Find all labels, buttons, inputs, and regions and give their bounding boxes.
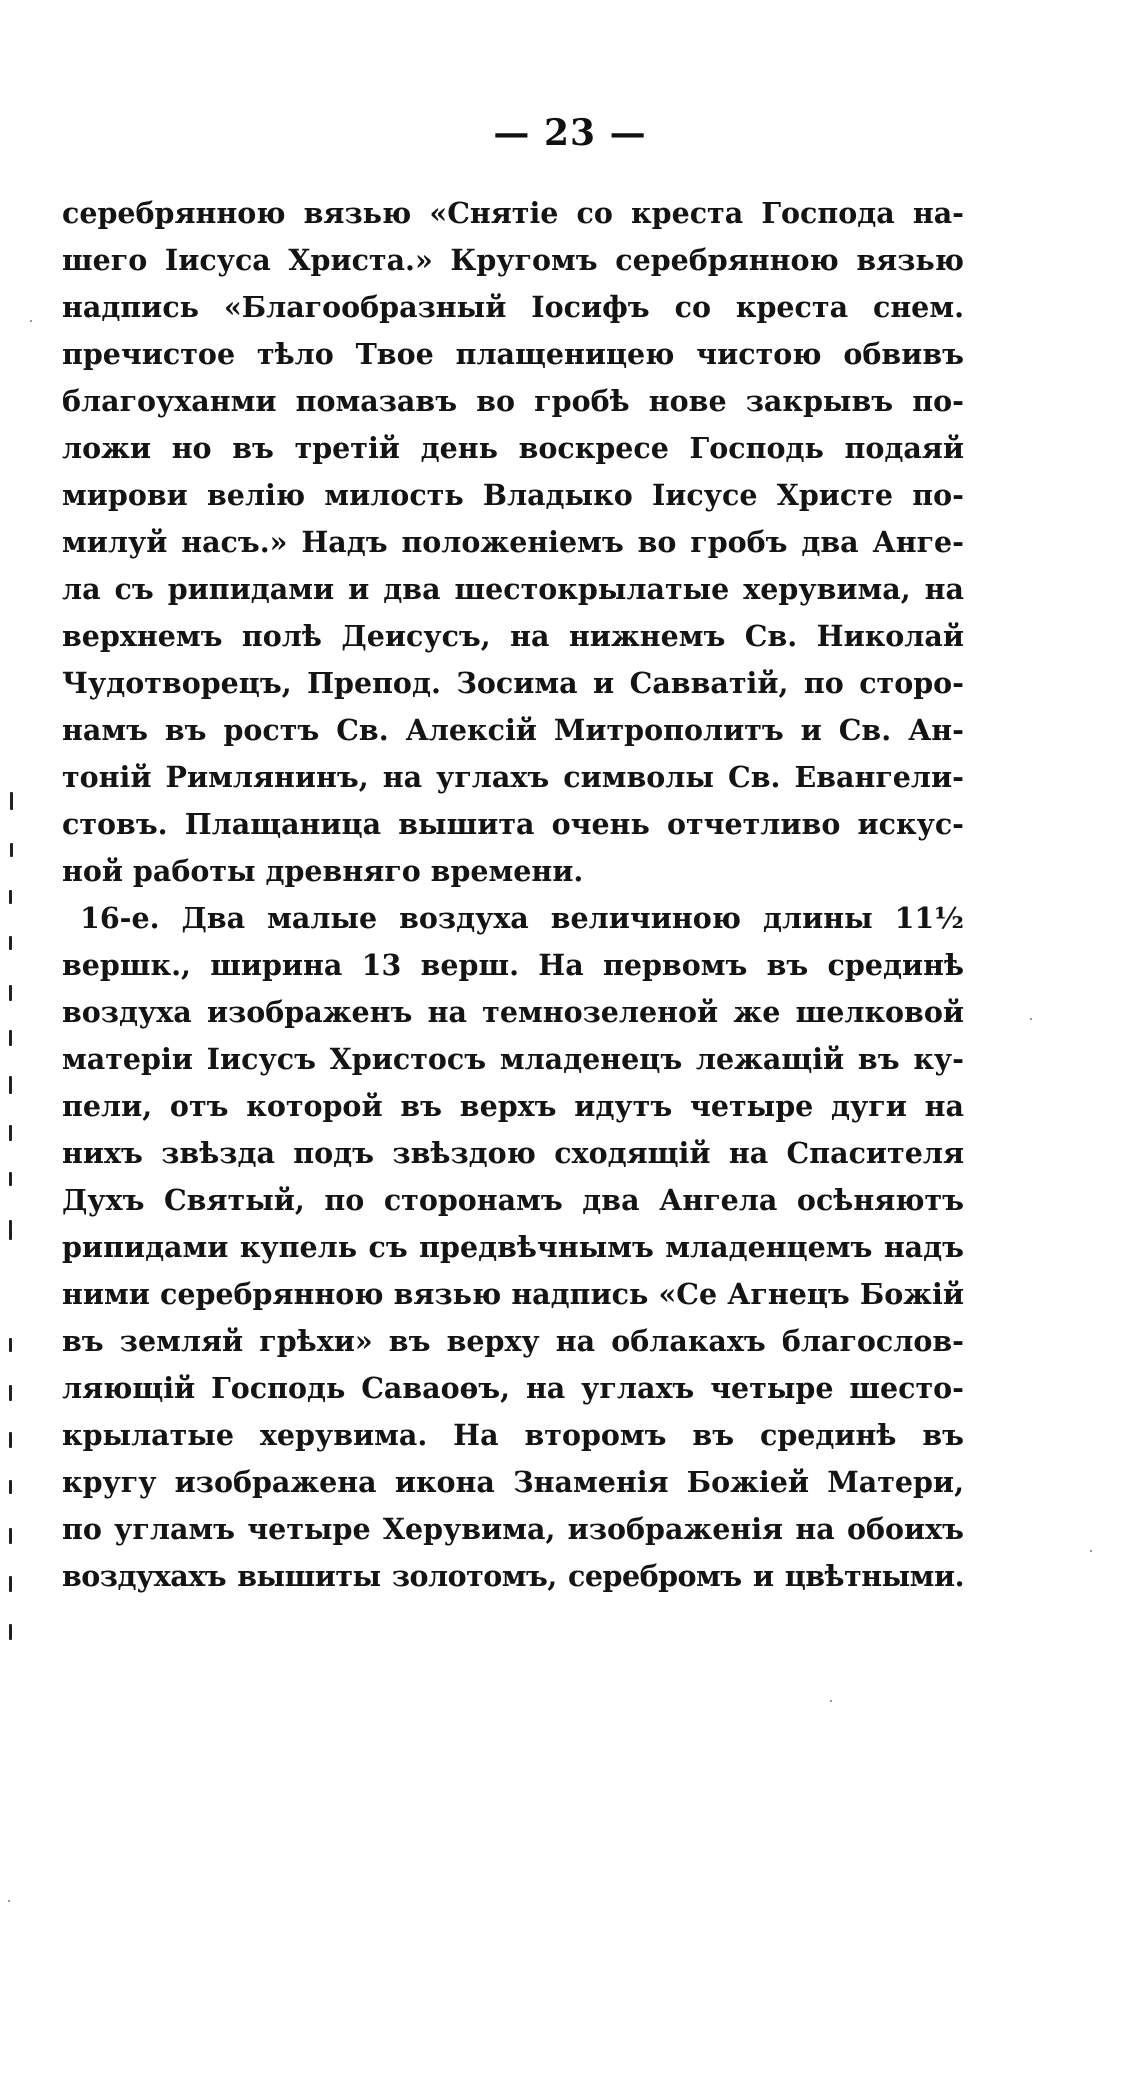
text-line: вершк., ширина 13 верш. На первомъ въ срединѣ (62, 948, 964, 982)
text-line: ложи но въ третій день воскресе Господь подаяй (62, 431, 964, 465)
text-line: серебрянною вязью «Снятіе со креста Господа на- (62, 196, 964, 230)
text-line: Духъ Святый, по сторонамъ два Ангела осѣняютъ (62, 1183, 964, 1217)
text-line: мирови велію милость Владыко Іисусе Христе по- (62, 478, 964, 512)
scan-mark (9, 1576, 12, 1592)
scan-mark (9, 1385, 12, 1401)
scan-mark (9, 1076, 12, 1094)
text-line: надпись «Благообразный Іосифъ со креста снем. (62, 290, 964, 324)
scan-mark (9, 1030, 12, 1046)
text-line: въ земляй грѣхи» въ верху на облакахъ благослов- (62, 1324, 964, 1358)
text-line: кругу изображена икона Знаменія Божіей Матери, (62, 1465, 964, 1499)
text-line: Чудотворецъ, Препод. Зосима и Савватій, по сторо- (62, 666, 964, 700)
text-line: ной работы древняго времени. (62, 854, 584, 888)
text-line: ляющій Господь Саваоѳъ, на углахъ четыре шесто- (62, 1371, 964, 1405)
text-line: ними серебрянною вязью надпись «Се Агнецъ Божій (62, 1277, 964, 1311)
text-line: воздухахъ вышиты золотомъ, серебромъ и цвѣтными. (62, 1559, 964, 1593)
scan-speck (830, 1700, 832, 1702)
scan-mark (9, 1125, 12, 1141)
scan-mark (9, 1220, 12, 1240)
text-line: ла съ рипидами и два шестокрылатые херувима, на (62, 572, 964, 606)
text-line: пели, отъ которой въ верхъ идутъ четыре дуги на (62, 1089, 964, 1123)
text-line: намъ въ ростъ Св. Алексій Митрополитъ и Св. Ан- (62, 713, 964, 747)
text-line: стовъ. Плащаница вышита очень отчетливо искус- (62, 807, 964, 841)
scan-mark (10, 843, 13, 857)
text-line: пречистое тѣло Твое плащеницею чистою обвивъ (62, 337, 964, 371)
scan-speck (8, 1900, 10, 1902)
margin-scan-marks (0, 0, 40, 2084)
text-line: верхнемъ полѣ Деисусъ, на нижнемъ Св. Николай (62, 619, 964, 653)
text-line: рипидами купель съ предвѣчнымъ младенцемъ надъ (62, 1230, 964, 1264)
scan-speck (1030, 1018, 1032, 1020)
text-line: шего Іисуса Христа.» Кругомъ серебрянною вязью (62, 243, 964, 277)
scan-mark (9, 1338, 12, 1352)
scan-mark (9, 1528, 12, 1544)
text-line: матеріи Іисусъ Христосъ младенецъ лежащій въ ку- (62, 1042, 964, 1076)
text-line: по угламъ четыре Херувима, изображенія на обоихъ (62, 1512, 964, 1546)
scan-mark (9, 890, 12, 904)
text-line: милуй насъ.» Надъ положеніемъ во гробъ два Анге- (62, 525, 964, 559)
scan-speck (30, 320, 32, 322)
paragraph-start-line: 16-е. Два малые воздуха величиною длины 11½ (80, 901, 964, 935)
scan-mark (9, 1624, 12, 1640)
page-number: — 23 — (493, 112, 647, 154)
scan-mark (9, 1480, 12, 1494)
text-line: благоуханми помазавъ во гробѣ нове закрывъ по- (62, 384, 964, 418)
body-text (62, 190, 964, 1600)
text-line: крылатые херувима. На второмъ въ срединѣ въ (62, 1418, 964, 1452)
text-line: воздуха изображенъ на темнозеленой же шелковой (62, 995, 964, 1029)
scan-mark (9, 1432, 12, 1448)
text-line: нихъ звѣзда подъ звѣздою сходящій на Спасителя (62, 1136, 964, 1170)
scan-mark (9, 985, 12, 1001)
scan-mark (10, 792, 13, 810)
text-line: тоній Римлянинъ, на углахъ символы Св. Евангели- (62, 760, 964, 794)
scan-mark (9, 936, 12, 950)
scan-speck (1090, 1550, 1092, 1552)
scan-mark (9, 1172, 12, 1186)
